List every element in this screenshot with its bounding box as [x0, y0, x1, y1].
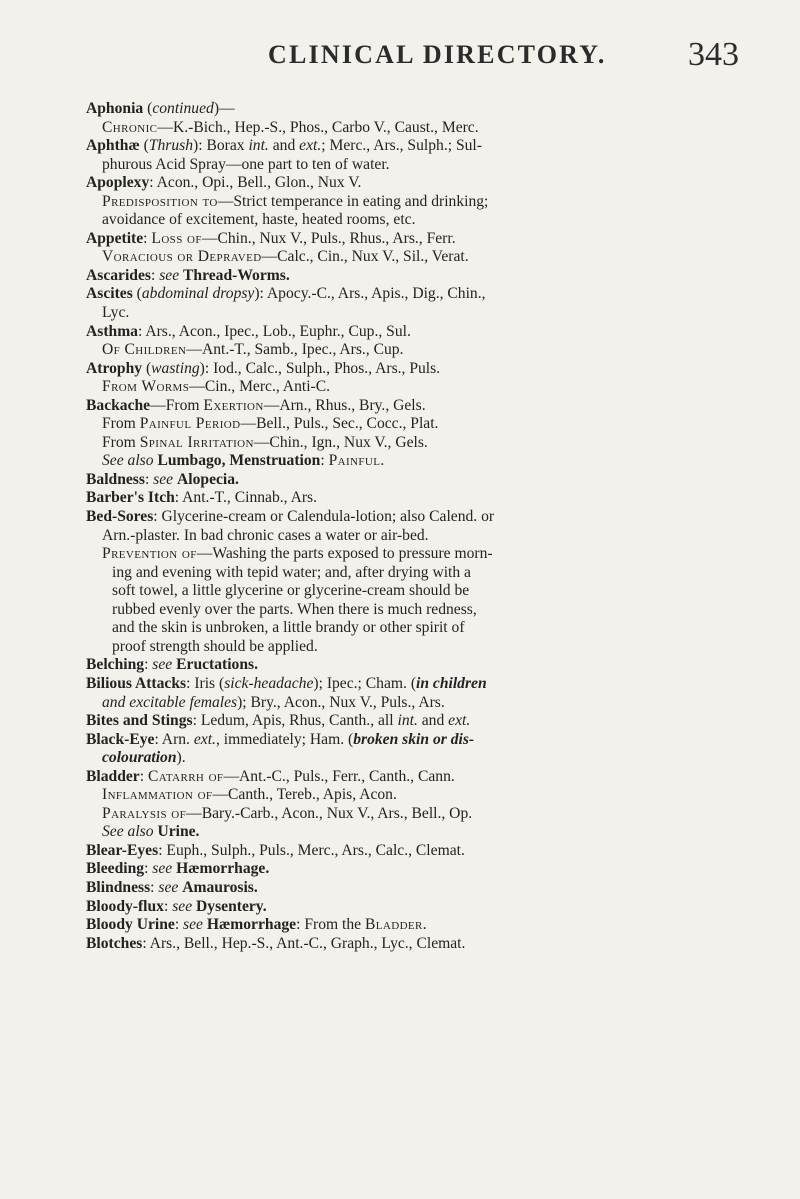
sub-heading: Painful. [328, 452, 385, 470]
entry-text: int. [248, 137, 269, 155]
entry-text: see [172, 897, 193, 915]
entry-continuation-line [86, 823, 718, 842]
sub-heading: Predisposition to [102, 192, 218, 210]
entry-text: , immediately; Ham. ( [215, 730, 354, 748]
entry-text: int. [397, 712, 418, 730]
entry-text: : [163, 897, 173, 915]
entry-text: see [152, 860, 173, 878]
entry-text: phurous Acid Spray—one part to ten of water. [102, 155, 390, 173]
entry-line [86, 137, 718, 156]
entry-text: see [183, 916, 203, 934]
entry-line [86, 489, 718, 508]
entry-text: ( [143, 100, 153, 117]
entry-text: avoidance of excitement, haste, heated rooms, etc. [102, 211, 416, 229]
entry-term: Blotches [86, 934, 143, 952]
entry-text: and excitable females [102, 693, 238, 711]
entry-term: Baldness [86, 470, 145, 488]
entry-text: and [417, 712, 449, 730]
directory-entries [86, 100, 718, 953]
entry-line [86, 879, 718, 898]
entry-line [86, 285, 718, 304]
entry-continuation-line [86, 248, 718, 267]
entry-text: —Cin., Merc., Anti-C. [189, 378, 331, 396]
entry-term: Bed-Sores [86, 508, 154, 526]
entry-text: —K.-Bich., Hep.-S., Phos., Carbo V., Caust., Merc. [157, 118, 479, 136]
entry-continuation-line [86, 582, 718, 601]
entry-continuation-line [86, 805, 718, 824]
sub-heading: Chronic [102, 118, 158, 136]
sub-heading: Painful Period [139, 415, 241, 433]
entry-continuation-line [86, 564, 718, 583]
entry-line [86, 100, 718, 119]
entry-text: See also [102, 452, 154, 470]
entry-text: : Arn. [154, 730, 194, 748]
entry-text: : [150, 878, 159, 896]
entry-text: see [153, 470, 174, 488]
entry-continuation-line [86, 452, 718, 471]
entry-term: Bladder [86, 767, 140, 785]
entry-text: in children [416, 674, 487, 692]
running-title: CLINICAL DIRECTORY. [268, 40, 607, 69]
entry-line [86, 360, 718, 379]
entry-continuation-line [86, 527, 718, 546]
entry-line [86, 916, 718, 935]
entry-continuation-line [86, 545, 718, 564]
entry-line [86, 656, 718, 675]
entry-text: wasting [151, 359, 200, 377]
entry-text: From [102, 433, 140, 451]
entry-text: —Chin., Nux V., Puls., Rhus., Ars., Ferr. [201, 229, 456, 247]
entry-term: Ascarides [86, 266, 151, 284]
entry-text: proof strength should be applied. [112, 637, 318, 655]
entry-text: see [159, 266, 180, 284]
entry-term: Bites and Stings [86, 712, 193, 730]
entry-text: ext. [193, 730, 216, 748]
sub-heading: Voracious or Depraved [102, 248, 262, 266]
entry-text: : Euph., Sulph., Puls., Merc., Ars., Calc., Clemat. [158, 841, 465, 859]
entry-line [86, 731, 718, 750]
entry-term: Hæmorrhage. [176, 860, 270, 878]
entry-line [86, 675, 718, 694]
entry-line [86, 860, 718, 879]
entry-text: broken skin or dis- [353, 730, 475, 748]
entry-text: see [152, 656, 173, 674]
entry-continuation-line [86, 156, 718, 175]
entry-term: Barber's Itch [86, 489, 175, 507]
entry-term: Black-Eye [86, 730, 155, 748]
entry-term: Apoplexy [86, 174, 150, 192]
entry-text: ( [142, 359, 152, 377]
entry-term: Atrophy [86, 359, 143, 377]
entry-term: Alopecia. [177, 470, 239, 488]
entry-text: ; Merc., Ars., Sulph.; Sul- [321, 137, 482, 155]
entry-text: )— [213, 100, 235, 117]
entry-text: colouration [102, 749, 177, 767]
entry-text: Thrush [148, 137, 194, 155]
entry-continuation-line [86, 638, 718, 657]
entry-text: and the skin is unbroken, a little brandy or other spirit of [112, 619, 465, 637]
entry-term: Eructations. [176, 656, 258, 674]
entry-text: : [139, 767, 148, 785]
entry-text: Arn.-plaster. In bad chronic cases a water or air-bed. [102, 526, 429, 544]
entry-text: —Strict temperance in eating and drinking; [217, 192, 489, 210]
entry-text: : Iris ( [186, 674, 225, 692]
entry-text: continued [152, 100, 214, 117]
entry-term: Asthma [86, 322, 138, 340]
entry-text: ): Borax [193, 137, 249, 155]
entry-term: Blindness [86, 878, 151, 896]
page-header [0, 34, 800, 86]
entry-text: and [268, 137, 300, 155]
entry-text: ( [139, 137, 149, 155]
entry-text: ); Bry., Acon., Nux V., Puls., Ars. [237, 693, 445, 711]
sub-heading: Bladder. [364, 916, 428, 934]
entry-text: : Ledum, Apis, Rhus, Canth., all [192, 712, 398, 730]
entry-continuation-line [86, 378, 718, 397]
entry-line [86, 508, 718, 527]
entry-text: See also [102, 823, 154, 841]
entry-continuation-line [86, 415, 718, 434]
entry-continuation-line [86, 434, 718, 453]
entry-term: Aphonia [86, 100, 144, 117]
entry-text: ): Apocy.-C., Ars., Apis., Dig., Chin., [254, 285, 486, 303]
entry-line [86, 323, 718, 342]
entry-term: Dysentery. [196, 897, 267, 915]
entry-term: Bilious Attacks [86, 674, 187, 692]
entry-text: : [144, 860, 153, 878]
entry-line [86, 712, 718, 731]
entry-text: : [320, 452, 329, 470]
entry-text: see [158, 878, 179, 896]
entry-continuation-line [86, 601, 718, 620]
entry-text: sick-headache [224, 674, 314, 692]
entry-term: Bloody-flux [86, 897, 164, 915]
entry-text: —Ant.-C., Puls., Ferr., Canth., Cann. [223, 767, 455, 785]
entry-term: Hæmorrhage [206, 916, 297, 934]
entry-text: : From the [296, 916, 365, 934]
sub-heading: Exertion [203, 396, 264, 414]
entry-term: Bloody Urine [86, 916, 175, 934]
sub-heading: Spinal Irritation [139, 433, 254, 451]
sub-heading: Of Children [102, 341, 187, 359]
entry-text: ing and evening with tepid water; and, after drying with a [112, 563, 471, 581]
sub-heading: Paralysis of [102, 804, 187, 822]
entry-text: : [144, 470, 154, 488]
sub-heading: Inflammation of [102, 786, 213, 804]
entry-text: Lyc. [102, 304, 130, 322]
entry-line [86, 842, 718, 861]
entry-text: : [150, 266, 160, 284]
entry-text: —Arn., Rhus., Bry., Gels. [263, 396, 426, 414]
entry-line [86, 935, 718, 954]
entry-text: ext. [299, 137, 322, 155]
entry-continuation-line [86, 341, 718, 360]
entry-continuation-line [86, 786, 718, 805]
sub-heading: Prevention of [102, 545, 197, 563]
entry-text: ( [132, 285, 142, 303]
entry-line [86, 230, 718, 249]
entry-term: Amaurosis. [182, 878, 258, 896]
entry-continuation-line [86, 619, 718, 638]
entry-text: —Washing the parts exposed to pressure morn- [196, 545, 493, 563]
entry-line [86, 768, 718, 787]
entry-line [86, 174, 718, 193]
entry-text: ); Ipec.; Cham. ( [313, 674, 417, 692]
entry-text: ). [176, 749, 186, 767]
entry-continuation-line [86, 749, 718, 768]
entry-continuation-line [86, 211, 718, 230]
entry-text: —Canth., Tereb., Apis, Acon. [212, 786, 397, 804]
entry-text: —Ant.-T., Samb., Ipec., Ars., Cup. [186, 341, 404, 359]
page-number: 343 [688, 36, 739, 73]
entry-text: —From [150, 396, 204, 414]
entry-text: : Glycerine-cream or Calendula-lotion; also Calend. or [153, 508, 495, 526]
entry-line [86, 898, 718, 917]
entry-term: Appetite [86, 229, 144, 247]
entry-text: : [174, 916, 184, 934]
entry-term: Bleeding [86, 860, 145, 878]
entry-text: : [144, 656, 153, 674]
entry-line [86, 267, 718, 286]
entry-text: ): Iod., Calc., Sulph., Phos., Ars., Puls. [199, 359, 441, 377]
entry-text: —Calc., Cin., Nux V., Sil., Verat. [261, 248, 469, 266]
entry-text: abdominal dropsy [141, 285, 255, 303]
sub-heading: Catarrh of [147, 767, 224, 785]
entry-text: : Ars., Bell., Hep.-S., Ant.-C., Graph., Lyc., Clemat. [142, 934, 466, 952]
sub-heading: Loss of [151, 229, 202, 247]
entry-term: Backache [86, 396, 151, 414]
entry-text: : [143, 229, 152, 247]
entry-text: From [102, 415, 140, 433]
entry-term: Urine. [157, 823, 200, 841]
entry-text: : Ant.-T., Cinnab., Ars. [174, 489, 318, 507]
entry-text: —Bell., Puls., Sec., Cocc., Plat. [240, 415, 439, 433]
entry-line [86, 471, 718, 490]
entry-term: Aphthæ [86, 137, 140, 155]
entry-continuation-line [86, 119, 718, 138]
entry-term: Ascites [86, 285, 133, 303]
entry-text: : Ars., Acon., Ipec., Lob., Euphr., Cup., Sul. [137, 322, 411, 340]
entry-text: —Chin., Ign., Nux V., Gels. [253, 433, 428, 451]
entry-text: —Bary.-Carb., Acon., Nux V., Ars., Bell., Op. [186, 804, 473, 822]
entry-continuation-line [86, 193, 718, 212]
entry-term: Lumbago, Menstruation [157, 452, 321, 470]
entry-text: : Acon., Opi., Bell., Glon., Nux V. [149, 174, 362, 192]
entry-text: soft towel, a little glycerine or glycerine-cream should be [112, 582, 470, 600]
entry-text: ext. [448, 712, 471, 730]
entry-term: Belching [86, 656, 145, 674]
sub-heading: From Worms [102, 378, 190, 396]
entry-continuation-line [86, 694, 718, 713]
entry-continuation-line [86, 304, 718, 323]
entry-term: Thread-Worms. [183, 266, 290, 284]
entry-line [86, 397, 718, 416]
entry-text: rubbed evenly over the parts. When there is much redness, [112, 600, 477, 618]
entry-term: Blear-Eyes [86, 841, 159, 859]
